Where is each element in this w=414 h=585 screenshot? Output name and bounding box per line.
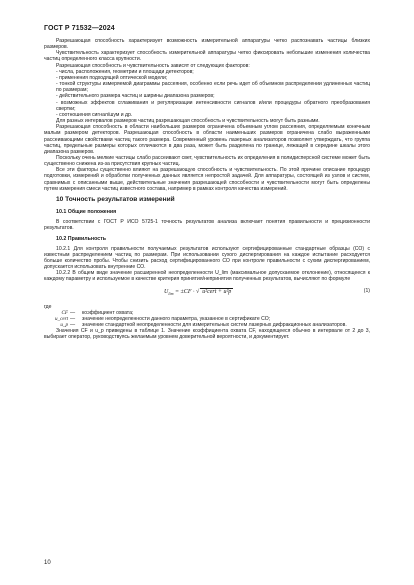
document-header: ГОСТ Р 71532—2024 [44,25,115,32]
definition-symbol: u_cert [54,315,68,322]
list-item: - числа, расположения, геометрии и площади детекторов; [56,68,194,75]
list-item: - тонкой структуры измеряемой диаграммы рассеяния, особенно если речь идет об объемном распределении удлиненных частиц по размерам; [56,81,370,94]
subsection-heading: 10.2 Правильность [56,235,107,242]
definition-symbol: CF [61,309,68,316]
formula-number: (1) [363,287,370,294]
list-item: - действительного размера частиц и ширины диапазона размеров; [56,93,215,100]
paragraph: Поскольку очень мелкие частицы слабо рассеивают свет, чувствительность их определения в полидисперсной системе может быть существенно снижена из-за присутствия крупных частиц. [44,154,370,168]
paragraph: Разрешающая способность и чувствительность зависят от следующих факторов: [56,62,250,69]
formula-lhs: U [164,288,169,295]
formula-expression: $U_{lim} = \pm CF$ · √ u²cert + u²p [164,288,232,296]
list-item: - применения подходящей оптической модели; [56,74,168,81]
paragraph: Значения CF и u_p приведены в таблице 1. Значение коэффициента охвата CF, находящееся обычно в интервале от 2 до 3, выбирает оператор, руководствуясь желаемым уровнем доверительной вероятности, и документирует. [44,328,370,341]
paragraph: 10.2.1 Для контроля правильности получаемых результатов используют сертифицированные стандартные образцы (СО) с известным распределением частиц по размерам. При использовании сухого диспергирования на каждое испытание расходуется больше количество пробы. Чтобы снизить расход сертифицированного СО при контроле правильности с сухим диспергированием, допускается использовать внутренние СО. [44,245,370,271]
definitions-intro: где [44,303,52,310]
paragraph: Чувствительность характеризует способность измерительной аппаратуры четко фиксировать небольшие изменения количества частиц определенного класса крупности. [44,50,370,63]
list-item: - соотношения сигнал/шум и др. [56,111,133,118]
list-item: - возможных эффектов сглаживания и регуляризации интенсивности сигналов и/или процедуры обратного преобразования свертки; [56,99,370,112]
definition-text: коэффициент охвата; [82,309,134,316]
subsection-heading: 10.1 Общие положения [56,209,117,216]
formula-1 [44,285,370,301]
paragraph: Для разных интервалов размеров частиц разрешающая способность и чувствительность могут быть разными. [56,118,320,125]
definition-dash: — [70,322,76,329]
paragraph: Разрешающая способность характеризует возможность измерительной аппаратуры четко распознавать частицы близких размеров. [44,38,370,51]
paragraph: В соответствии с ГОСТ Р ИСО 5725-1 точность результатов анализа включает понятия правильности и прецизионности результатов. [44,219,370,232]
page-number: 10 [44,560,51,566]
paragraph: Все эти факторы существенно влияют на разрешающую способность и чувствительность. По этой причине описание процедур подготовки, измерений и обработки полученных данных является непростой задачей. Для аппаратуры, состоящей из узлов и систем, сравнимых с описанными выше, действительные значения разрешающей способности и чувствительности могут быть определены путем измерения смеси частиц известного состава, например в рамках контроля качества измерений. [44,167,370,192]
definition-symbol: u_p [60,322,68,329]
paragraph: Разрешающая способность в области наибольших размеров ограничена объемным углом рассеяния, определяемым конечным малым размером детекторов. Разрешающая способность в области наименьших размеров ограничена слабо выраженными рассеивающими свойствами частиц такого размера. Современный уровень лазерных анализаторов позволяет утверждать, что группа частиц, предельные размеры которых отличаются в два раза, может быть разделена по границе, лежащей в середине шкалы этого диапазона размеров. [44,124,370,155]
formula-rhs-prefix: = ±CF · [174,288,196,295]
section-heading: 10 Точность результатов измерений [56,195,175,203]
definition-dash: — [70,309,76,316]
formula-lhs-subscript: lim [168,290,174,296]
definition-text: значение стандартной неопределенности для измерительных систем лазерных дифракционных анализаторов. [82,322,347,329]
paragraph: 10.2.2 В общем виде значение расширенной неопределенности U_lim (максимальное допускаемое отклонение), относящееся к каждому параметру и используемое в качестве критерия принятия/непринятия полученных результатов, вычисляют по формуле [44,270,370,283]
definition-dash: — [70,315,76,322]
document-body [44,38,370,341]
formula-radicand: u²cert + u²p [202,288,232,295]
definition-text: значение неопределенности данного параметра, указанное в сертификате СО; [82,315,271,322]
definition-list [44,310,370,328]
